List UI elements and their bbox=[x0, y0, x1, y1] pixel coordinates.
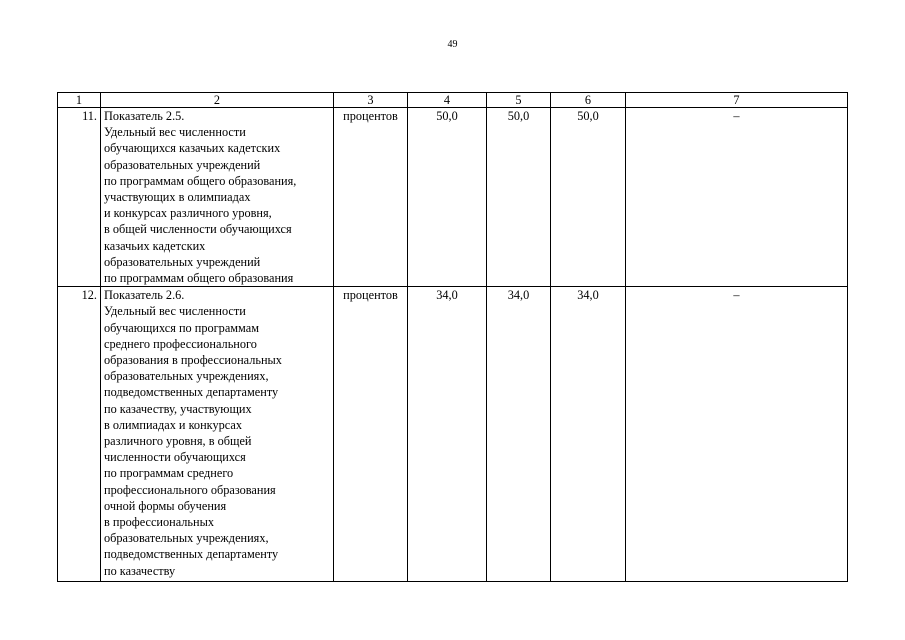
indicator-name-line: по программам общего образования, bbox=[104, 173, 297, 188]
indicator-name-line: в профессиональных bbox=[104, 515, 215, 530]
value-cell-col6: 34,0 bbox=[551, 287, 626, 582]
header-cell: 3 bbox=[334, 93, 408, 108]
page-number: 49 bbox=[447, 39, 458, 50]
indicator-name-line: участвующих в олимпиадах bbox=[104, 190, 251, 205]
indicator-name-line: обучающихся казачьих кадетских bbox=[104, 141, 281, 156]
indicator-name-line: очной формы обучения bbox=[104, 498, 227, 513]
value-cell-col6: 50,0 bbox=[551, 108, 626, 287]
unit-cell: процентов bbox=[334, 108, 408, 287]
indicator-name-line: в олимпиадах и конкурсах bbox=[104, 417, 242, 432]
indicator-name-line: обучающихся по программам bbox=[104, 320, 259, 335]
row-number: 11. bbox=[58, 108, 101, 287]
value-cell-col5: 34,0 bbox=[487, 287, 551, 582]
header-cell: 7 bbox=[626, 93, 848, 108]
header-cell: 6 bbox=[551, 93, 626, 108]
indicator-name-line: по казачеству bbox=[104, 563, 176, 578]
header-cell: 1 bbox=[58, 93, 101, 108]
indicator-name-line: образования в профессиональных bbox=[104, 353, 282, 368]
indicator-name-line: Показатель 2.5. bbox=[104, 109, 185, 123]
indicator-name-line: Удельный вес численности bbox=[104, 125, 246, 140]
table-row bbox=[58, 108, 848, 287]
indicator-name bbox=[101, 287, 334, 582]
indicator-name-line: образовательных учреждениях, bbox=[104, 369, 269, 384]
indicator-name-line: подведомственных департаменту bbox=[104, 547, 279, 562]
header-cell: 4 bbox=[408, 93, 487, 108]
indicator-name bbox=[101, 108, 334, 287]
indicator-name-line: образовательных учреждений bbox=[104, 254, 261, 269]
note-cell: – bbox=[626, 108, 848, 287]
indicator-name-line: Показатель 2.6. bbox=[104, 288, 185, 303]
value-cell-col4: 34,0 bbox=[408, 287, 487, 582]
table-row bbox=[58, 287, 848, 582]
header-cell: 2 bbox=[101, 93, 334, 108]
indicator-name-line: казачьих кадетских bbox=[104, 238, 206, 253]
indicator-name-line: Удельный вес численности bbox=[104, 304, 246, 319]
indicators-table bbox=[57, 92, 848, 582]
indicator-name-line: и конкурсах различного уровня, bbox=[104, 206, 272, 221]
header-cell: 5 bbox=[487, 93, 551, 108]
indicator-name-line: по казачеству, участвующих bbox=[104, 401, 252, 416]
value-cell-col5: 50,0 bbox=[487, 108, 551, 287]
indicator-name-line: подведомственных департаменту bbox=[104, 385, 279, 400]
indicator-name-line: профессионального образования bbox=[104, 482, 276, 497]
row-number: 12. bbox=[58, 287, 101, 582]
indicator-name-line: образовательных учреждений bbox=[104, 157, 261, 172]
indicator-name-line: численности обучающихся bbox=[104, 450, 246, 465]
indicator-name-line: образовательных учреждениях, bbox=[104, 531, 269, 546]
indicator-name-line: среднего профессионального bbox=[104, 336, 257, 351]
indicator-name-line: в общей численности обучающихся bbox=[104, 222, 292, 237]
note-cell: – bbox=[626, 287, 848, 582]
indicator-name-line: по программам среднего bbox=[104, 466, 234, 481]
indicator-name-line: различного уровня, в общей bbox=[104, 434, 252, 449]
table-header-row bbox=[58, 93, 848, 108]
value-cell-col4: 50,0 bbox=[408, 108, 487, 287]
unit-cell: процентов bbox=[334, 287, 408, 582]
indicator-name-line: по программам общего образования bbox=[104, 271, 294, 286]
